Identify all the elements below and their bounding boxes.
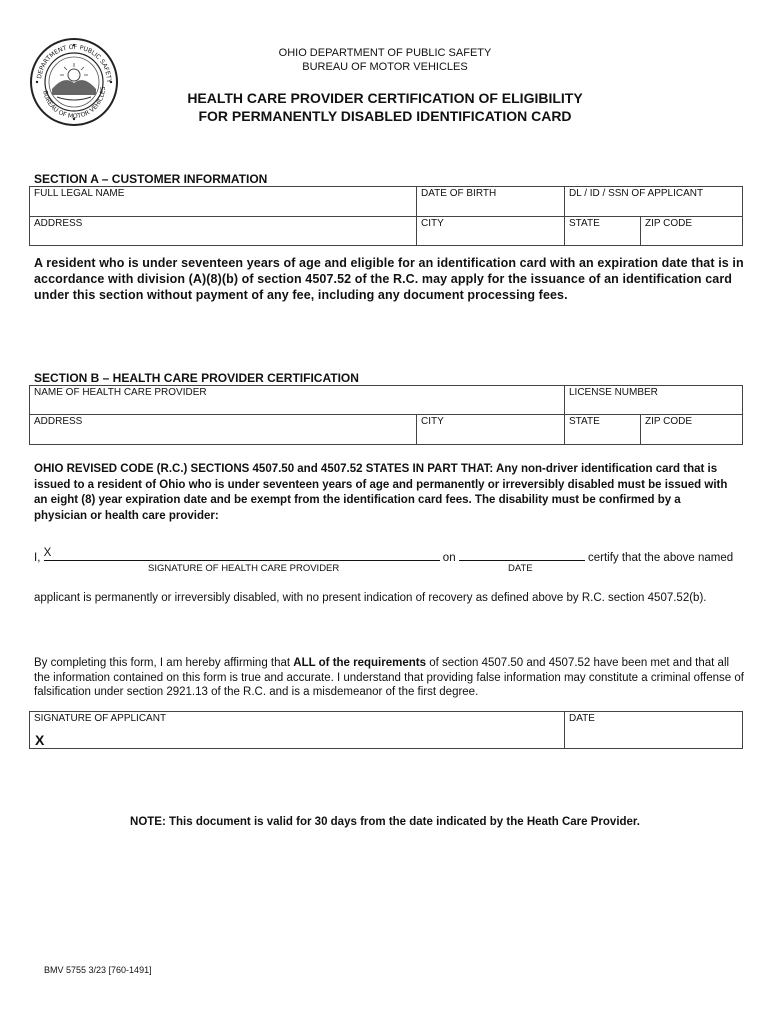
- provider-signature-line[interactable]: [44, 548, 440, 561]
- certification-continuation: applicant is permanently or irreversibly disabled, with no present indication of recovery as defined above by R.C. section 4507.52(b).: [34, 592, 707, 604]
- provider-zip-label: ZIP CODE: [645, 416, 693, 427]
- dl-id-ssn-label: DL / ID / SSN OF APPLICANT: [569, 188, 704, 199]
- rc-statement-lead: OHIO REVISED CODE (R.C.) SECTIONS 4507.50 and 4507.52 STATES IN PART THAT:: [34, 463, 494, 475]
- applicant-address-field[interactable]: [29, 216, 417, 246]
- applicant-zip-field[interactable]: [640, 216, 743, 246]
- section-a-heading: SECTION A – CUSTOMER INFORMATION: [34, 172, 268, 186]
- provider-signature-label: SIGNATURE OF HEALTH CARE PROVIDER: [148, 563, 340, 574]
- applicant-zip-label: ZIP CODE: [645, 218, 693, 229]
- provider-city-label: CITY: [421, 416, 444, 427]
- full-legal-name-field[interactable]: [29, 186, 417, 217]
- provider-address-label: ADDRESS: [34, 416, 83, 427]
- certify-text: certify that the above named: [588, 552, 734, 564]
- rc-statement: [34, 462, 734, 524]
- svg-text:DEPARTMENT OF PUBLIC SAFETY: DEPARTMENT OF PUBLIC SAFETY: [36, 43, 113, 83]
- agency-name: OHIO DEPARTMENT OF PUBLIC SAFETY: [278, 47, 492, 59]
- applicant-signature-field[interactable]: [29, 711, 565, 749]
- svg-text:BUREAU OF MOTOR VEHICLES: BUREAU OF MOTOR VEHICLES: [41, 86, 108, 121]
- provider-name-field[interactable]: [29, 385, 565, 415]
- date-of-birth-field[interactable]: [416, 186, 565, 217]
- applicant-date-field[interactable]: [564, 711, 743, 749]
- form-title-line1: HEALTH CARE PROVIDER CERTIFICATION OF ELIGIBILITY: [187, 90, 583, 106]
- applicant-city-label: CITY: [421, 218, 444, 229]
- provider-state-label: STATE: [569, 416, 600, 427]
- license-number-label: LICENSE NUMBER: [569, 387, 658, 398]
- bureau-name: BUREAU OF MOTOR VEHICLES: [302, 61, 468, 73]
- certification-date-line[interactable]: [459, 548, 585, 561]
- validity-note: NOTE: This document is valid for 30 days from the date indicated by the Heath Care Provider.: [130, 816, 640, 828]
- certification-date-label: DATE: [508, 563, 533, 574]
- on-word: on: [442, 552, 456, 564]
- form-title-line2: FOR PERMANENTLY DISABLED IDENTIFICATION CARD: [198, 108, 572, 124]
- full-legal-name-label: FULL LEGAL NAME: [34, 188, 125, 199]
- date-of-birth-label: DATE OF BIRTH: [421, 188, 497, 199]
- license-number-field[interactable]: [564, 385, 743, 415]
- i-prefix: I,: [34, 552, 41, 564]
- provider-zip-field[interactable]: [640, 414, 743, 445]
- affirmation-before: By completing this form, I am hereby affirming that: [34, 657, 294, 669]
- dl-id-ssn-field[interactable]: [564, 186, 743, 217]
- affirmation-after: of section 4507.50 and 4507.52 have been met and that all the information contained on this form is true and accurate. I understand that providing false information may constitute a criminal offense of falsification under section 2921.13 of the R.C. and is a misdemeanor of the first degree.: [34, 657, 744, 698]
- provider-state-field[interactable]: [564, 414, 641, 445]
- resident-notice: A resident who is under seventeen years of age and eligible for an identification card with an expiration date that is in accordance with division (A)(8)(b) of section 4507.52 of the R.C. may apply for the issuance of an identification card under this section without payment of any fee, including any document processing fees.: [34, 256, 744, 302]
- applicant-address-label: ADDRESS: [34, 218, 83, 229]
- certification-line: [34, 548, 746, 564]
- applicant-city-field[interactable]: [416, 216, 565, 246]
- applicant-x-mark: X: [35, 732, 45, 748]
- affirmation-bold: ALL of the requirements: [293, 657, 426, 669]
- provider-address-field[interactable]: [29, 414, 417, 445]
- rc-statement-body: Any non-driver identification card that is issued to a resident of Ohio who is under seventeen years of age and permanently or irreversibly disabled must be issued with an eight (8) year expiration date and be exempt from the identification card fees. The disability must be confirmed by a physician or health care provider:: [34, 463, 728, 522]
- applicant-state-field[interactable]: [564, 216, 641, 246]
- ohio-dps-seal: [29, 37, 119, 127]
- provider-x-mark: X: [43, 547, 52, 559]
- provider-city-field[interactable]: [416, 414, 565, 445]
- section-b-heading: SECTION B – HEALTH CARE PROVIDER CERTIFICATION: [34, 371, 359, 385]
- provider-name-label: NAME OF HEALTH CARE PROVIDER: [34, 387, 207, 398]
- applicant-date-label: DATE: [569, 713, 595, 724]
- affirmation-text: [34, 656, 746, 700]
- applicant-state-label: STATE: [569, 218, 600, 229]
- applicant-signature-label: SIGNATURE OF APPLICANT: [34, 713, 167, 724]
- form-number: BMV 5755 3/23 [760-1491]: [44, 965, 152, 975]
